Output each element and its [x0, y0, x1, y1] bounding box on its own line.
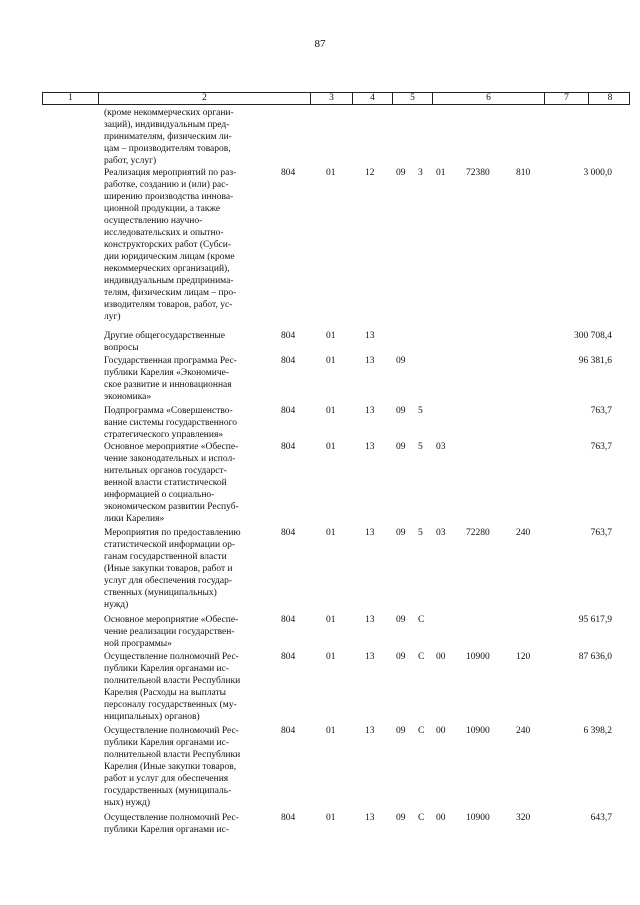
header-col-3: 3	[311, 93, 353, 104]
cell-p2: 3	[418, 168, 423, 178]
header-col-1: 1	[43, 93, 99, 104]
cell-p2: С	[418, 652, 425, 662]
description-line: принимателям, физическим ли-	[104, 132, 232, 142]
cell-c8: 763,7	[590, 442, 612, 452]
cell-p3: 00	[436, 726, 446, 736]
description-line: лики Карелия»	[104, 514, 165, 524]
cell-p2: 5	[418, 528, 423, 538]
cell-p3: 00	[436, 813, 446, 823]
description-line: полнительной власти Республики	[104, 750, 241, 760]
description-line: ционной продукции, а также	[104, 204, 221, 214]
cell-p1: 09	[396, 356, 406, 366]
description-line: стратегического управления»	[104, 430, 224, 440]
cell-c8: 6 398,2	[583, 726, 612, 736]
description-line: исследовательских и опытно-	[104, 228, 224, 238]
header-col-5: 5	[393, 93, 433, 104]
description-line: Реализация мероприятий по раз-	[104, 168, 237, 178]
description-line: осуществлению научно-	[104, 216, 203, 226]
cell-c3: 804	[281, 615, 296, 625]
description-line: Основное мероприятие «Обеспе-	[104, 615, 239, 625]
row-description	[104, 107, 274, 167]
description-line: вание системы государственного	[104, 418, 238, 428]
description-line: изводителям товаров, работ, ус-	[104, 300, 233, 310]
row-description	[104, 651, 274, 723]
description-line: заций), индивидуальным пред-	[104, 120, 230, 130]
cell-c4: 01	[326, 615, 336, 625]
row-description	[104, 167, 274, 323]
description-line: некоммерческих организаций),	[104, 264, 230, 274]
cell-c7: 810	[516, 168, 531, 178]
cell-c3: 804	[281, 726, 296, 736]
row-description	[104, 355, 274, 403]
cell-c8: 87 636,0	[578, 652, 612, 662]
cell-c5: 12	[365, 168, 375, 178]
description-line: цам – производителям товаров,	[104, 144, 231, 154]
cell-c4: 01	[326, 528, 336, 538]
cell-c8: 96 381,6	[578, 356, 612, 366]
cell-c5: 13	[365, 652, 375, 662]
cell-p1: 09	[396, 442, 406, 452]
description-line: персоналу государственных (му-	[104, 700, 237, 710]
cell-p3: 03	[436, 442, 446, 452]
cell-c5: 13	[365, 331, 375, 341]
row-description	[104, 330, 274, 354]
row-description	[104, 812, 274, 836]
description-line: работ, услуг)	[104, 156, 157, 166]
cell-p4: 10900	[466, 652, 490, 662]
cell-c8: 3 000,0	[583, 168, 612, 178]
description-line: полнительной власти Республики	[104, 676, 241, 686]
cell-c4: 01	[326, 442, 336, 452]
cell-c4: 01	[326, 406, 336, 416]
cell-p2: 5	[418, 406, 423, 416]
description-line: телям, физическим лицам – про-	[104, 288, 237, 298]
header-col-2: 2	[99, 93, 311, 104]
cell-c5: 13	[365, 356, 375, 366]
description-line: государственных (муниципаль-	[104, 786, 232, 796]
cell-c4: 01	[326, 813, 336, 823]
cell-c3: 804	[281, 528, 296, 538]
cell-p2: С	[418, 726, 425, 736]
cell-c5: 13	[365, 813, 375, 823]
description-line: Осуществление полномочий Рес-	[104, 726, 239, 736]
cell-c7: 320	[516, 813, 531, 823]
cell-c3: 804	[281, 813, 296, 823]
cell-c5: 13	[365, 442, 375, 452]
cell-p1: 09	[396, 528, 406, 538]
cell-c3: 804	[281, 356, 296, 366]
header-col-7: 7	[545, 93, 589, 104]
row-description	[104, 405, 274, 441]
cell-p3: 01	[436, 168, 446, 178]
description-line: ниципальных) органов)	[104, 712, 200, 722]
cell-c3: 804	[281, 331, 296, 341]
cell-c5: 13	[365, 615, 375, 625]
description-line: публики Карелия органами ис-	[104, 664, 230, 674]
description-line: Карелия (Иные закупки товаров,	[104, 762, 237, 772]
cell-p1: 09	[396, 406, 406, 416]
description-line: Карелия (Расходы на выплаты	[104, 688, 227, 698]
cell-c7: 240	[516, 726, 531, 736]
cell-p1: 09	[396, 813, 406, 823]
description-line: чение реализации государствен-	[104, 627, 235, 637]
cell-p2: 5	[418, 442, 423, 452]
description-line: информацией о социально-	[104, 490, 215, 500]
cell-c5: 13	[365, 406, 375, 416]
cell-p1: 09	[396, 726, 406, 736]
cell-p1: 09	[396, 615, 406, 625]
description-line: экономика»	[104, 392, 152, 402]
cell-p4: 10900	[466, 813, 490, 823]
description-line: индивидуальным предпринима-	[104, 276, 234, 286]
cell-p4: 10900	[466, 726, 490, 736]
description-line: статистической информации ор-	[104, 540, 236, 550]
description-line: публики Карелия органами ис-	[104, 825, 230, 835]
description-line: Другие общегосударственные	[104, 331, 226, 341]
description-line: вопросы	[104, 343, 139, 353]
description-line: ных) нужд)	[104, 798, 151, 808]
description-line: публики Карелия «Экономиче-	[104, 368, 229, 378]
header-col-6: 6	[433, 93, 545, 104]
cell-p3: 00	[436, 652, 446, 662]
description-line: луг)	[104, 312, 121, 322]
description-line: ганам государственной власти	[104, 552, 227, 562]
cell-p4: 72280	[466, 528, 490, 538]
description-line: Государственная программа Рес-	[104, 356, 237, 366]
cell-c7: 240	[516, 528, 531, 538]
description-line: (Иные закупки товаров, работ и	[104, 564, 233, 574]
description-line: Мероприятия по предоставлению	[104, 528, 241, 538]
description-line: нительных органов государст-	[104, 466, 227, 476]
cell-c3: 804	[281, 168, 296, 178]
cell-c5: 13	[365, 726, 375, 736]
cell-c3: 804	[281, 406, 296, 416]
cell-c7: 120	[516, 652, 531, 662]
description-line: работке, созданию и (или) рас-	[104, 180, 229, 190]
row-description	[104, 441, 274, 525]
table-header	[42, 92, 630, 105]
cell-c4: 01	[326, 726, 336, 736]
description-line: услуг для обеспечения государ-	[104, 576, 232, 586]
cell-c4: 01	[326, 652, 336, 662]
cell-c4: 01	[326, 356, 336, 366]
description-line: ширению производства иннова-	[104, 192, 234, 202]
description-line: венной власти статистической	[104, 478, 227, 488]
page-number: 87	[314, 38, 326, 50]
cell-p2: С	[418, 615, 425, 625]
description-line: Подпрограмма «Совершенство-	[104, 406, 233, 416]
description-line: работ и услуг для обеспечения	[104, 774, 229, 784]
row-description	[104, 614, 274, 650]
description-line: конструкторских работ (Субси-	[104, 240, 232, 250]
cell-p4: 72380	[466, 168, 490, 178]
description-line: ной программы»	[104, 639, 172, 649]
row-description	[104, 527, 274, 611]
description-line: чение законодательных и испол-	[104, 454, 236, 464]
cell-c8: 763,7	[590, 406, 612, 416]
description-line: Осуществление полномочий Рес-	[104, 813, 239, 823]
cell-c8: 300 708,4	[574, 331, 612, 341]
cell-c8: 643,7	[590, 813, 612, 823]
description-line: Основное мероприятие «Обеспе-	[104, 442, 239, 452]
cell-c3: 804	[281, 652, 296, 662]
description-line: нужд)	[104, 600, 129, 610]
cell-p2: С	[418, 813, 425, 823]
cell-c5: 13	[365, 528, 375, 538]
description-line: Осуществление полномочий Рес-	[104, 652, 239, 662]
description-line: ское развитие и инновационная	[104, 380, 232, 390]
description-line: (кроме некоммерческих органи-	[104, 108, 234, 118]
description-line: дии юридическим лицам (кроме	[104, 252, 235, 262]
description-line: публики Карелия органами ис-	[104, 738, 230, 748]
cell-p1: 09	[396, 168, 406, 178]
description-line: экономическом развитии Респуб-	[104, 502, 239, 512]
cell-c8: 763,7	[590, 528, 612, 538]
cell-p3: 03	[436, 528, 446, 538]
cell-c4: 01	[326, 331, 336, 341]
cell-c3: 804	[281, 442, 296, 452]
cell-p1: 09	[396, 652, 406, 662]
description-line: ственных (муниципальных)	[104, 588, 217, 598]
header-col-4: 4	[353, 93, 393, 104]
cell-c4: 01	[326, 168, 336, 178]
row-description	[104, 725, 274, 809]
header-col-8: 8	[607, 93, 613, 103]
cell-c8: 95 617,9	[578, 615, 612, 625]
